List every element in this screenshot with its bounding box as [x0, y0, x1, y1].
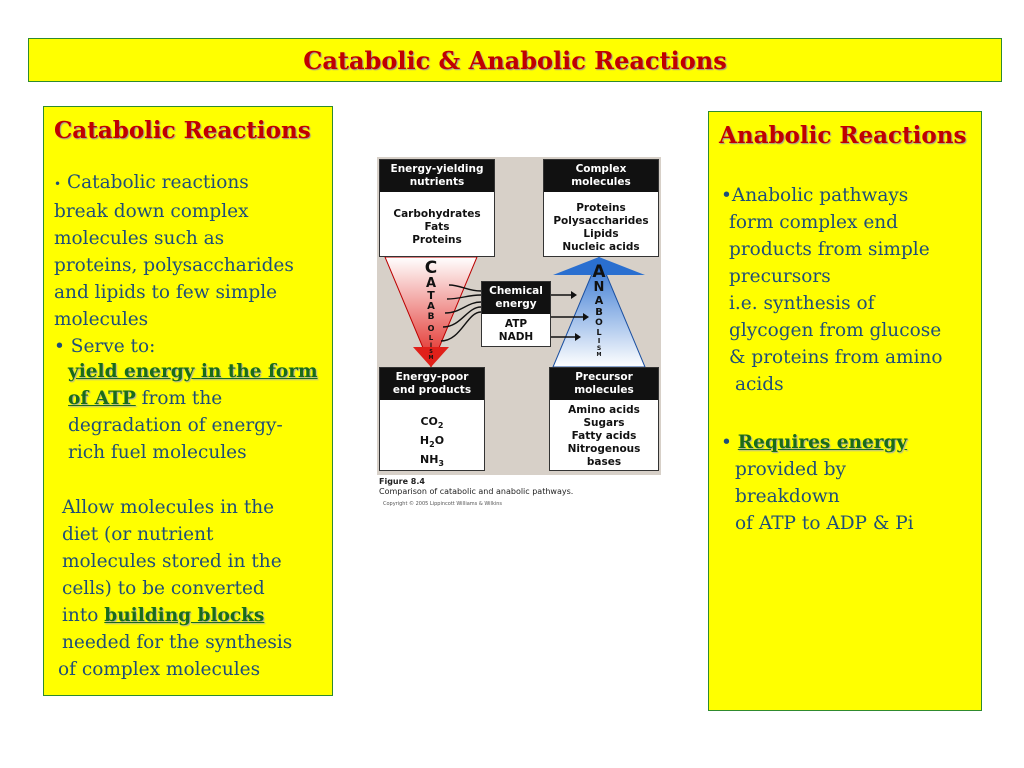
line: needed for the synthesis	[62, 632, 293, 653]
line: Allow molecules in the	[62, 497, 275, 518]
precursor-molecules-box	[549, 367, 659, 471]
pathway-figure	[377, 157, 661, 517]
letter: O	[595, 318, 603, 328]
line: glycogen from glucose	[729, 320, 942, 341]
bullet: •	[54, 177, 62, 191]
energy-yielding-nutrients-box	[379, 159, 495, 257]
catabolic-heading: Catabolic Reactions	[54, 117, 311, 144]
energy-poor-end-products-box	[379, 367, 485, 471]
letter: S	[596, 345, 602, 352]
box-header: Complex molecules	[544, 160, 658, 192]
line: •Anabolic pathways	[721, 185, 909, 206]
line: acids	[735, 374, 784, 395]
anabolic-description	[729, 209, 943, 371]
requires-energy-detail	[735, 456, 914, 537]
letter: I	[597, 337, 601, 345]
box-header: Chemical energy	[482, 282, 550, 314]
letter: M	[596, 352, 602, 358]
line: molecules stored in the	[62, 551, 282, 572]
letter: O	[427, 324, 435, 333]
line: from the	[135, 388, 223, 409]
letter: T	[427, 289, 435, 302]
box-body: Proteins Polysaccharides Lipids Nucleic acids	[553, 202, 649, 253]
letter: A	[427, 301, 435, 312]
line: and lipids to few simple	[54, 282, 278, 303]
box-header: Precursor molecules	[550, 368, 658, 400]
box-body: Amino acids Sugars Fatty acids Nitrogenous bases	[567, 404, 641, 468]
box-body: ATP NADH	[498, 318, 534, 343]
line: of complex molecules	[58, 659, 261, 680]
allow-block	[62, 494, 292, 656]
requires-energy-highlight: Requires energy	[737, 432, 908, 453]
letter: S	[429, 349, 433, 355]
line: products from simple	[729, 239, 930, 260]
line: of ATP to ADP & Pi	[735, 513, 914, 534]
line: proteins, polysaccharides	[54, 255, 294, 276]
letter: B	[427, 312, 435, 322]
letter: M	[428, 355, 434, 361]
yield-highlight: yield energy in the form	[68, 361, 318, 382]
line: provided by	[735, 459, 846, 480]
atp-highlight: of ATP	[68, 388, 136, 409]
figure-copyright: Copyright © 2005 Lippincott Williams & Wilkins	[383, 501, 503, 507]
line: molecules such as	[54, 228, 225, 249]
line: form complex end	[729, 212, 899, 233]
box-header: Energy-yielding nutrients	[380, 160, 494, 192]
line: breakdown	[735, 486, 840, 507]
line: rich fuel molecules	[68, 442, 247, 463]
slide-title: Catabolic & Anabolic Reactions	[303, 46, 727, 75]
complex-molecules-box	[543, 159, 659, 257]
anabolic-panel	[708, 111, 982, 711]
letter: A	[425, 276, 437, 291]
catabolism-label	[423, 259, 439, 361]
catabolic-description	[54, 169, 294, 360]
line: & proteins from amino	[729, 347, 943, 368]
letter: A	[592, 262, 606, 282]
letter: C	[424, 258, 438, 278]
line: molecules	[54, 309, 149, 330]
line: cells) to be converted	[62, 578, 265, 599]
figure-caption: Comparison of catabolic and anabolic pathways.	[379, 487, 574, 496]
box-body: Carbohydrates Fats Proteins	[393, 208, 481, 246]
letter: L	[428, 334, 434, 342]
chemical-energy-box	[481, 281, 551, 347]
building-blocks-highlight: building blocks	[104, 605, 265, 626]
letter: L	[596, 328, 602, 337]
figure-number: Figure 8.4	[379, 477, 425, 486]
yield-block	[68, 358, 318, 466]
letter: B	[595, 307, 603, 318]
catabolic-panel	[43, 106, 333, 696]
box-header: Energy-poor end products	[380, 368, 484, 400]
line: degradation of energy-	[68, 415, 283, 436]
letter: I	[429, 342, 433, 349]
letter: A	[594, 294, 604, 307]
line: diet (or nutrient	[62, 524, 214, 545]
anabolic-heading: Anabolic Reactions	[719, 122, 967, 149]
line: break down complex	[54, 201, 249, 222]
letter: N	[593, 280, 605, 295]
title-banner	[28, 38, 1002, 82]
line: precursors	[729, 266, 831, 287]
serve-bullet: • Serve to:	[54, 336, 156, 357]
box-body: $CO_2$ $H_2O$ $NH_3$	[419, 415, 445, 469]
line: i.e. synthesis of	[729, 293, 875, 314]
requires-energy-line	[721, 429, 907, 456]
line: Catabolic reactions	[66, 172, 249, 193]
anabolism-label	[591, 263, 607, 358]
line: into	[62, 605, 105, 626]
bullet: •	[721, 432, 738, 453]
